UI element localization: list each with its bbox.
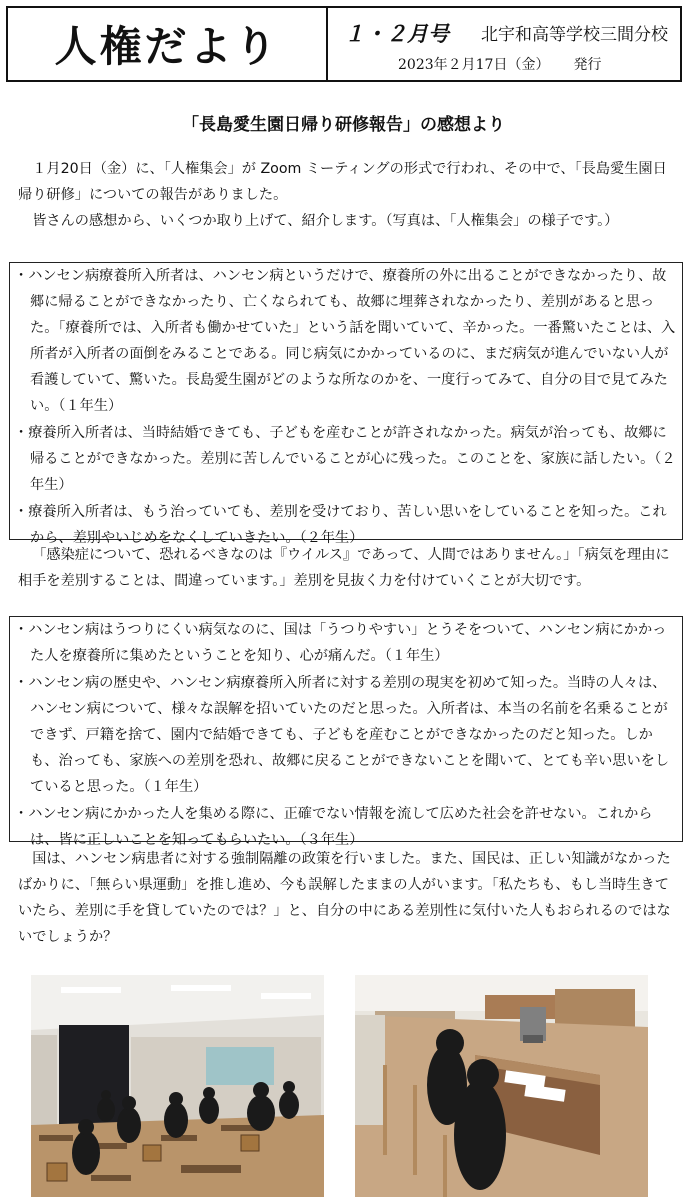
comment-item: ・ハンセン病はうつりにくい病気なのに、国は「うつりやすい」とうそをついて、ハンセン病にかかった人を療養所に集めたということを知り、心が痛んだ。（１年生）: [14, 622, 667, 664]
comment-item: ・ハンセン病療養所入所者は、ハンセン病というだけで、療養所の外に出ることができなかったり、故郷に帰ることができなかったり、亡くなられても、故郷に埋葬されなかったり、差別があると思った。「療養所では、入所者も働かせていた」という話を聞いていて、辛かった。一番驚いたことは、入所者が入所者の面倒をみることである。同じ病気にかかっているのに、まだ病気が進んでいない人が看護していて、驚いた。長島愛生園がどのような所なのかを、一度行ってみて、自分の目で見てみたい。（１年生）: [14, 268, 676, 414]
school-name: 北宇和高等学校三間分校: [481, 25, 668, 45]
publish-date: 2023年２月17日（金）: [398, 57, 550, 73]
comment-item: ・ハンセン病の歴史や、ハンセン病療養所入所者に対する差別の現実を初めて知った。当時の人々は、ハンセン病について、様々な誤解を招いていたのだと思った。入所者は、本当の名前を名乗ることができず、戸籍を捨て、園内で結婚できても、子どもを産むことができなかったのだと知った。しかも、治っても、家族への差別を恐れ、故郷に戻ることができないことを聞いて、とても辛い思いをしていると思った。（１年生）: [14, 675, 670, 795]
meeting-table-photo: [355, 975, 648, 1197]
published-label: 発行: [573, 57, 602, 73]
header-info: [328, 8, 680, 80]
comment-item: ・ハンセン病にかかった人を集める際に、正確でない情報を流して広めた社会を許せない。これからは、皆に正しいことを知ってもらいたい。（３年生）: [14, 806, 653, 848]
section-title: 「長島愛生園日帰り研修報告」の感想より: [182, 115, 505, 135]
intro-paragraph-1: １月20日（金）に、「人権集会」が Zoom ミーティングの形式で行われ、その中で、「長島愛生園日帰り研修」についての報告がありました。: [18, 161, 667, 203]
student-comments-box-1: [9, 262, 683, 546]
newsletter-title: 人権だより: [8, 8, 328, 80]
intro-paragraph-2: 皆さんの感想から、いくつか取り上げて、紹介します。（写真は、「人権集会」の様子です。）: [32, 213, 619, 229]
comment-item: ・療養所入所者は、もう治っていても、差別を受けており、苦しい思いをしていることを知った。これから、差別やいじめをなくしていきたい。（２年生）: [14, 504, 667, 546]
middle-paragraph: 「感染症について、恐れるべきなのは『ウイルス』であって、人間ではありません。」「病気を理由に相手を差別することは、間違っています。」差別を見抜く力を付けていくことが大切です。: [18, 547, 670, 589]
comment-item: ・療養所入所者は、当時結婚できても、子どもを産むことが許されなかった。病気が治っても、故郷に帰ることができなかった。差別に苦しんでいることが心に残った。このことを、家族に話したい。（２年生）: [14, 425, 676, 493]
newsletter-header: [6, 6, 682, 82]
issue-label: １・２月号: [344, 22, 449, 46]
publish-line: [398, 54, 601, 74]
classroom-photo: [31, 975, 324, 1197]
student-comments-box-2: [9, 616, 683, 848]
closing-paragraph: 国は、ハンセン病患者に対する強制隔離の政策を行いました。また、国民は、正しい知識がなかったばかりに、「無らい県運動」を推し進め、今も誤解したままの人がいます。「私たちも、もし当時生きていたら、差別に手を貸していたのでは？」と、自分の中にある差別性に気付いた人もおられるのではないでしょうか？: [18, 851, 671, 945]
